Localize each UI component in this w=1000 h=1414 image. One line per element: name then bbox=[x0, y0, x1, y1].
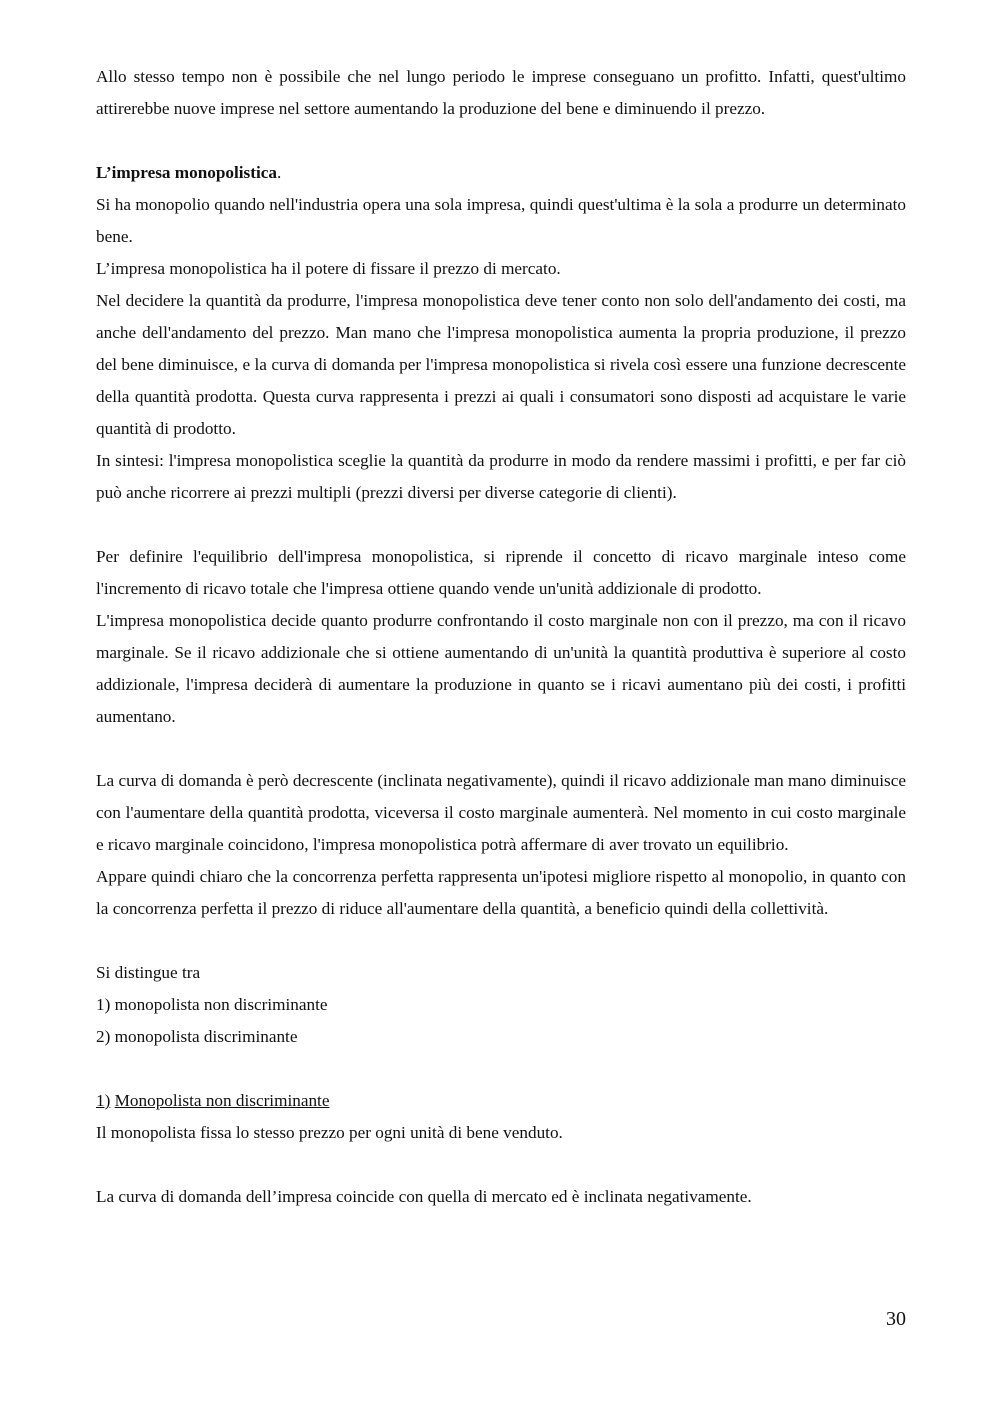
paragraph-demand-curve: La curva di domanda è però decrescente (inclinata negativamente), quindi il ricavo addizionale man mano diminuisce con l'aumentare della quantità prodotta, viceversa il costo marginale aumenterà. Nel momento in cui costo marginale e ricavo marginale coincidono, l'impresa monopolistica potrà affermare di aver trovato un equilibrio. bbox=[96, 771, 906, 854]
paragraph-spacer bbox=[96, 1053, 906, 1085]
list-item: 1) monopolista non discriminante bbox=[96, 995, 328, 1014]
paragraph-spacer bbox=[96, 125, 906, 157]
section-heading-period: . bbox=[276, 163, 282, 182]
paragraph-long-run-profit: Allo stesso tempo non è possibile che nel lungo periodo le imprese conseguano un profitto. Infatti, quest'ultimo attirerebbe nuove imprese nel settore aumentando la produzione del bene e diminuendo il prezzo. bbox=[96, 67, 906, 118]
paragraph-spacer bbox=[96, 1149, 906, 1181]
paragraph-market-demand: La curva di domanda dell’impresa coincide con quella di mercato ed è inclinata negativamente. bbox=[96, 1187, 752, 1206]
list-item: 2) monopolista discriminante bbox=[96, 1027, 298, 1046]
section-heading: L’impresa monopolistica bbox=[96, 163, 277, 182]
paragraph-quantity-decision: Nel decidere la quantità da produrre, l'impresa monopolistica deve tener conto non solo dell'andamento dei costi, ma anche dell'andamento del prezzo. Man mano che l'impresa monopolistica aumenta la propria produzione, il prezzo del bene diminuisce, e la curva di domanda per l'impresa monopolistica si rivela così essere una funzione decrescente della quantità prodotta. Questa curva rappresenta i prezzi ai quali i consumatori sono disposti ad acquistare le varie quantità di prodotto. bbox=[96, 291, 906, 438]
paragraph-perfect-competition: Appare quindi chiaro che la concorrenza perfetta rappresenta un'ipotesi migliore rispetto al monopolio, in quanto con la concorrenza perfetta il prezzo di riduce all'aumentare della quantità, a beneficio quindi della collettività. bbox=[96, 867, 906, 918]
section-heading-line bbox=[96, 157, 906, 189]
paragraph-marginal-cost-comparison: L'impresa monopolistica decide quanto produrre confrontando il costo marginale non con il prezzo, ma con il ricavo marginale. Se il ricavo addizionale che si ottiene aumentando di un'unità la quantità produttiva è superiore al costo addizionale, l'impresa deciderà di aumentare la produzione in quanto se i ricavi aumentano più dei costi, i profitti aumentano. bbox=[96, 611, 906, 726]
subsection-number: 1) bbox=[96, 1091, 111, 1110]
document-body bbox=[96, 61, 906, 1213]
paragraph-monopoly-definition: Si ha monopolio quando nell'industria opera una sola impresa, quindi quest'ultima è la sola a produrre un determinato bene. bbox=[96, 195, 906, 246]
paragraph-spacer bbox=[96, 733, 906, 765]
paragraph-spacer bbox=[96, 925, 906, 957]
page-number: 30 bbox=[886, 1308, 906, 1330]
paragraph-summary: In sintesi: l'impresa monopolistica sceglie la quantità da produrre in modo da rendere massimi i profitti, e per far ciò può anche ricorrere ai prezzi multipli (prezzi diversi per diverse categorie di clienti). bbox=[96, 451, 906, 502]
paragraph-price-power: L’impresa monopolistica ha il potere di fissare il prezzo di mercato. bbox=[96, 259, 561, 278]
paragraph-marginal-revenue: Per definire l'equilibrio dell'impresa monopolistica, si riprende il concetto di ricavo marginale inteso come l'incremento di ricavo totale che l'impresa ottiene quando vende un'unità addizionale di prodotto. bbox=[96, 547, 906, 598]
paragraph-same-price: Il monopolista fissa lo stesso prezzo per ogni unità di bene venduto. bbox=[96, 1123, 563, 1142]
subsection-heading bbox=[96, 1085, 906, 1117]
paragraph-distinction: Si distingue tra bbox=[96, 963, 201, 982]
subsection-title: Monopolista non discriminante bbox=[114, 1091, 330, 1110]
paragraph-spacer bbox=[96, 509, 906, 541]
